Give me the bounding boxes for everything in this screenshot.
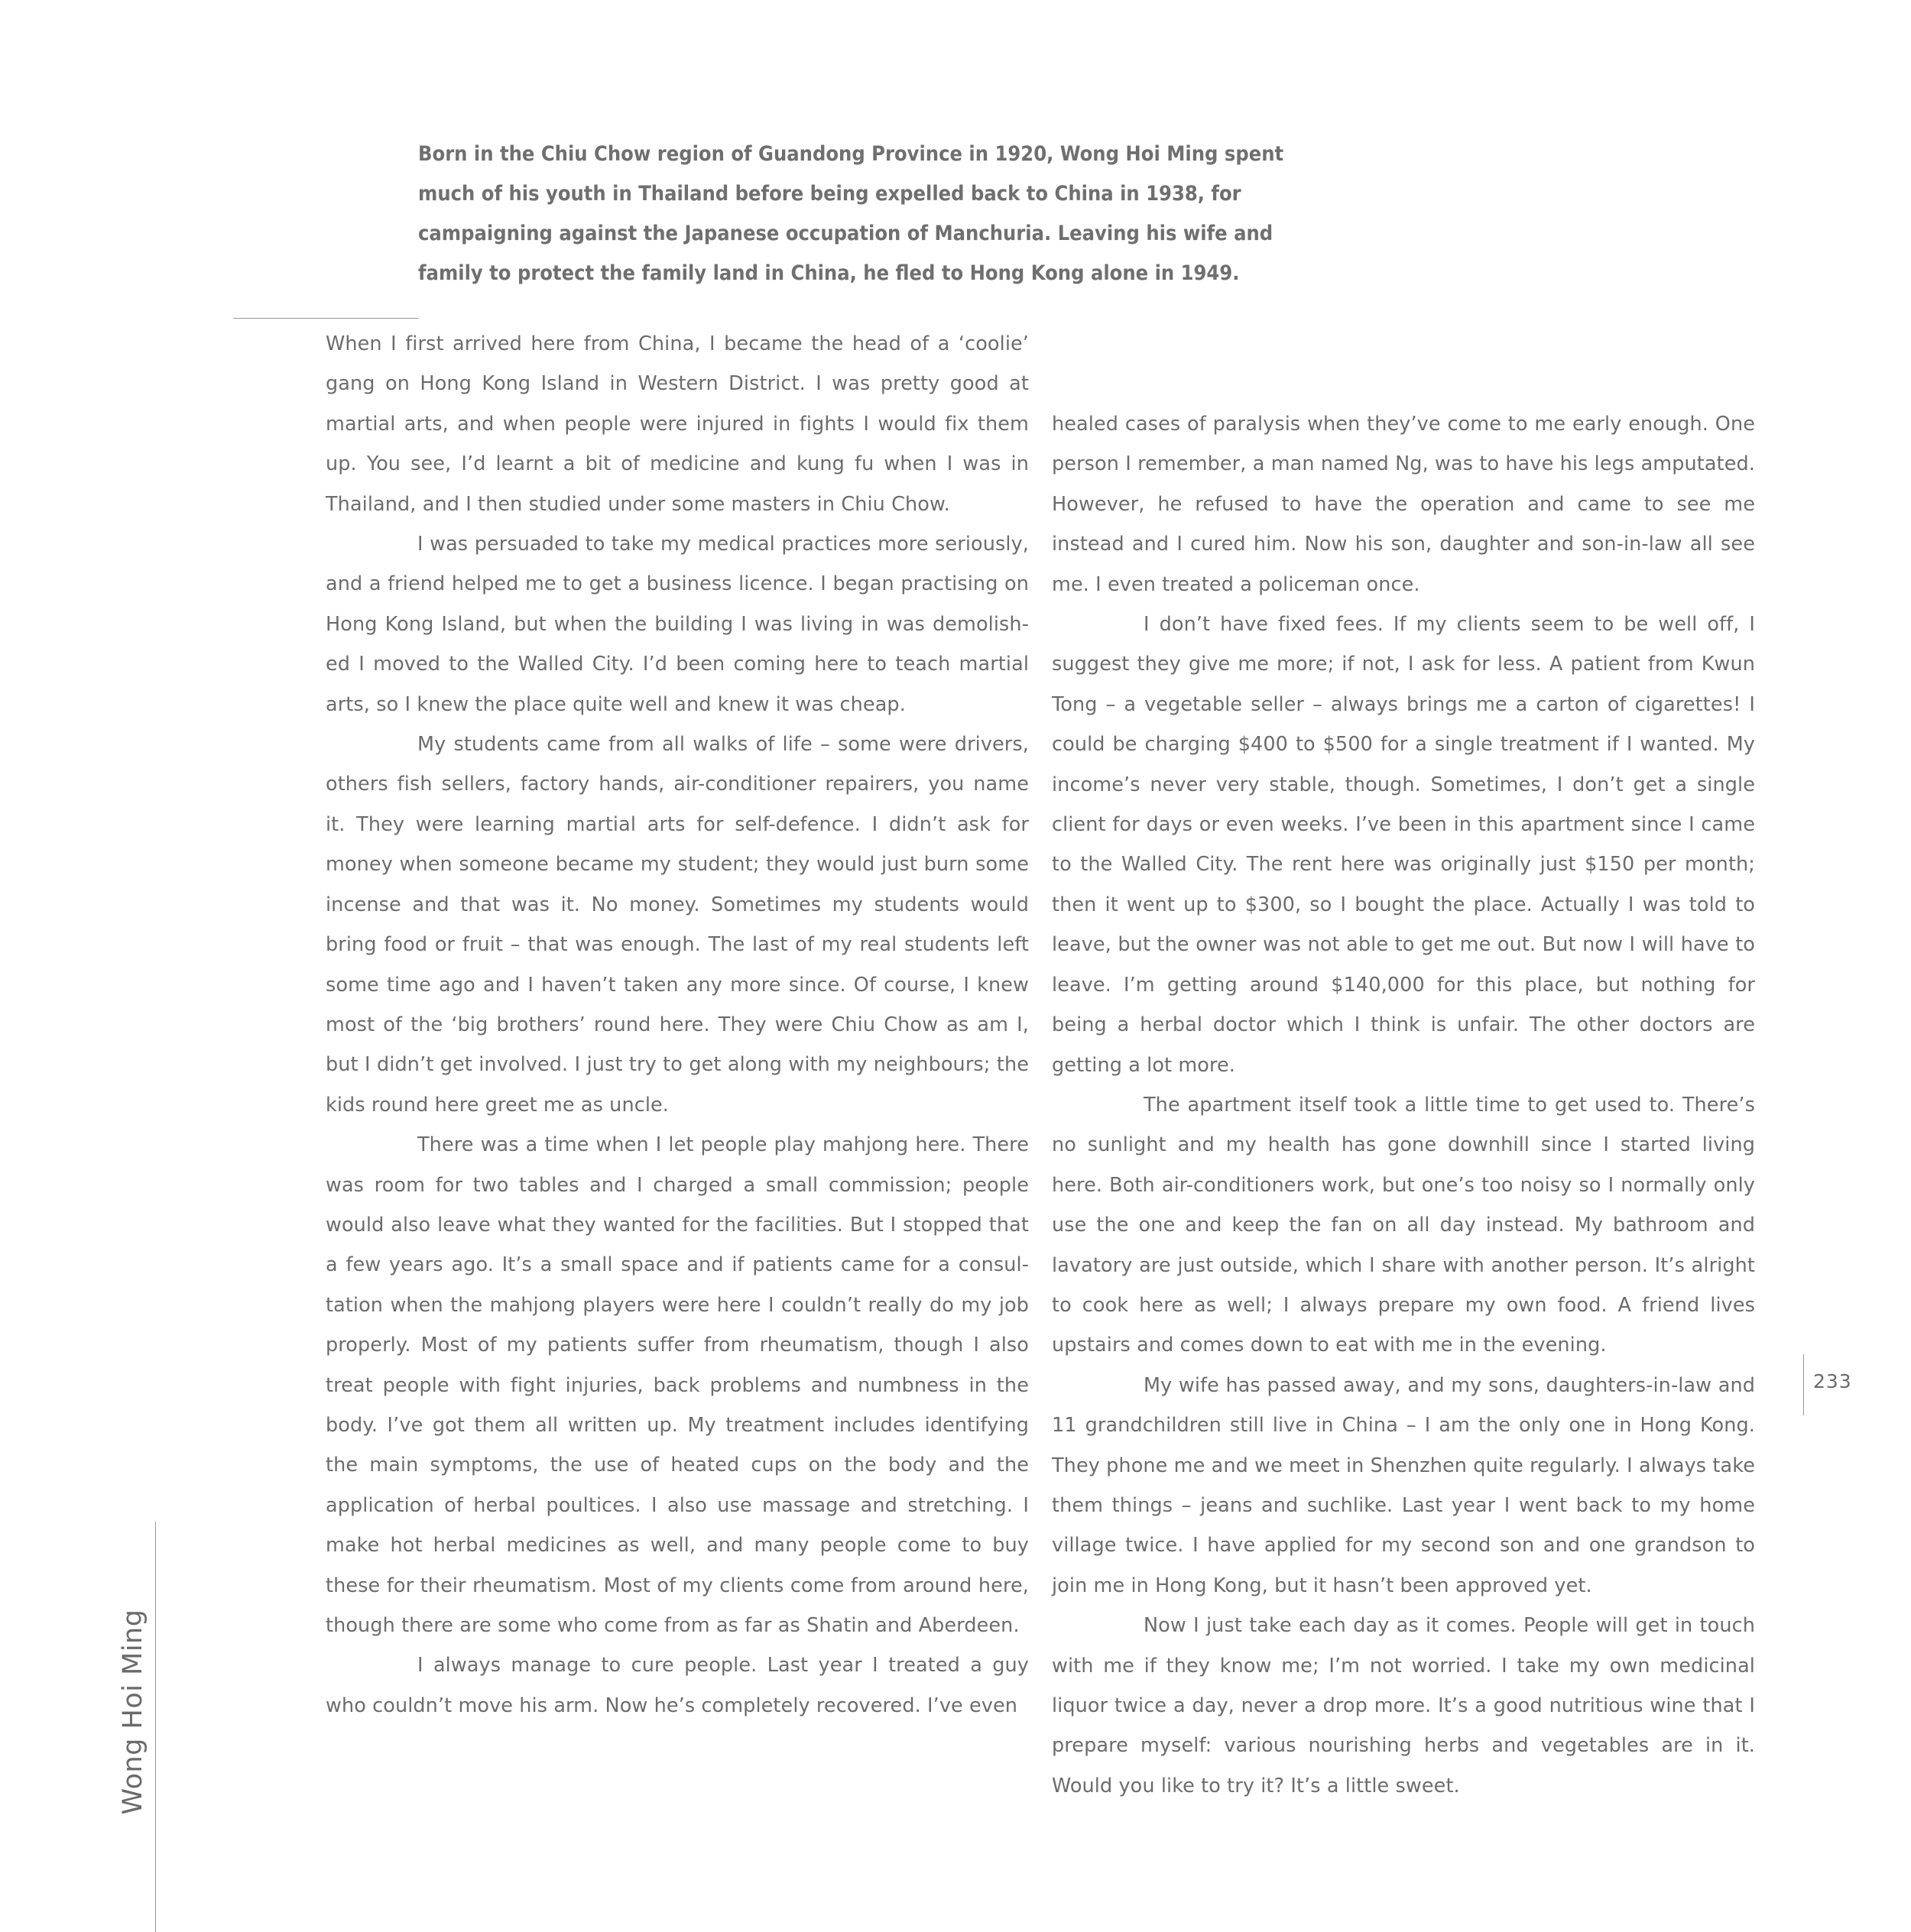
left-paragraph-1: When I first arrived here from China, I became the head of a ‘coolie’ gang on Hong Kong Island in Western District. I was pretty good at martial arts, and when people were injured in fights I would fix them up. You see, I’d learnt a bit of medicine and kung fu when I was in Thailand, and I then studied under some masters in Chiu Chow.: [326, 332, 1029, 516]
side-title-rule: [155, 1522, 156, 1932]
left-paragraph-3: My students came from all walks of life – some were drivers, others fish sellers, factory hands, air-conditioner repairers, you name it. They were learning martial arts for self-defence. I didn’t ask for money when someone became my student; they would just burn some incense and that was it. No money. Sometimes my students would bring food or fruit – that was enough. The last of my real students left some time ago and I haven’t taken any more since. Of course, I knew most of the ‘big brothers’ round here. They were Chiu Chow as am I, but I didn’t get involved. I just try to get along with my neighbours; the kids round here greet me as uncle.: [326, 733, 1029, 1117]
page-number-rule: [1803, 1354, 1804, 1415]
right-paragraph-5: Now I just take each day as it comes. People will get in touch with me if they know me; I’m not worried. I take my own medicinal liquor twice a day, never a drop more. It’s a good nutritious wine that I prepare myself: various nourishing herbs and vegetables are in it. Would you like to try it? It’s a little sweet.: [1052, 1614, 1755, 1797]
left-paragraph-2: I was persuaded to take my medical practices more seriously, and a friend helped me to get a business licence. I began practising on Hong Kong Island, but when the building I was living in was demolish-ed I moved to the Walled City. I’d been coming here to teach martial arts, so I knew the place quite well and knew it was cheap.: [326, 533, 1029, 716]
left-paragraph-4: There was a time when I let people play mahjong here. There was room for two tables and I charged a small commission; people would also leave what they wanted for the facilities. But I stopped that a few years ago. It’s a small space and if patients came for a consul-tation when the mahjong players were here I couldn’t really do my job properly. Most of my patients suffer from rheumatism, though I also treat people with fight injuries, back problems and numbness in the body. I’ve got them all written up. My treatment includes identifying the main symptoms, the use of heated cups on the body and the application of herbal poultices. I also use massage and stretching. I make hot herbal medicines as well, and many people come to buy these for their rheumatism. Most of my clients come from around here, though there are some who come from as far as Shatin and Aberdeen.: [326, 1133, 1029, 1637]
right-paragraph-3: The apartment itself took a little time to get used to. There’s no sunlight and my health has gone downhill since I started living here. Both air-conditioners work, but one’s too noisy so I normally only use the one and keep the fan on all day instead. My bathroom and lavatory are just outside, which I share with another person. It’s alright to cook here as well; I always prepare my own food. A friend lives upstairs and comes down to eat with me in the evening.: [1052, 1093, 1755, 1357]
right-paragraph-4: My wife has passed away, and my sons, daughters-in-law and 11 grandchildren still live in China – I am the only one in Hong Kong. They phone me and we meet in Shenzhen quite regularly. I always take them things – jeans and suchlike. Last year I went back to my home village twice. I have applied for my second son and one grandson to join me in Hong Kong, but it hasn’t been approved yet.: [1052, 1373, 1755, 1597]
intro-divider: [233, 318, 419, 319]
right-paragraph-1: healed cases of paralysis when they’ve come to me early enough. One person I remember, a man named Ng, was to have his legs amputated. However, he refused to have the operation and came to see me instead and I cured him. Now his son, daughter and son-in-law all see me. I even treated a policeman once.: [1052, 413, 1755, 596]
page-number: 233: [1813, 1370, 1852, 1392]
left-column: [326, 324, 1029, 1726]
side-title: Wong Hoi Ming: [118, 1609, 148, 1815]
intro-paragraph: Born in the Chiu Chow region of Guandong Province in 1920, Wong Hoi Ming spent much of his youth in Thailand before being expelled back to China in 1938, for campaigning against the Japanese occupation of Manchuria. Leaving his wife and family to protect the family land in China, he fled to Hong Kong alone in 1949.: [418, 142, 1284, 285]
right-paragraph-2: I don’t have fixed fees. If my clients seem to be well off, I suggest they give me more; if not, I ask for less. A patient from Kwun Tong – a vegetable seller – always brings me a carton of cigarettes! I could be charging $400 to $500 for a single treatment if I wanted. My income’s never very stable, though. Sometimes, I don’t get a single client for days or even weeks. I’ve been in this apartment since I came to the Walled City. The rent here was originally just $150 per month; then it went up to $300, so I bought the place. Actually I was told to leave, but the owner was not able to get me out. But now I will have to leave. I’m getting around $140,000 for this place, but nothing for being a herbal doctor which I think is unfair. The other doctors are getting a lot more.: [1052, 613, 1755, 1077]
left-paragraph-5: I always manage to cure people. Last year I treated a guy who couldn’t move his arm. Now he’s completely recovered. I’ve even: [326, 1654, 1029, 1717]
right-column: [1052, 404, 1755, 1806]
